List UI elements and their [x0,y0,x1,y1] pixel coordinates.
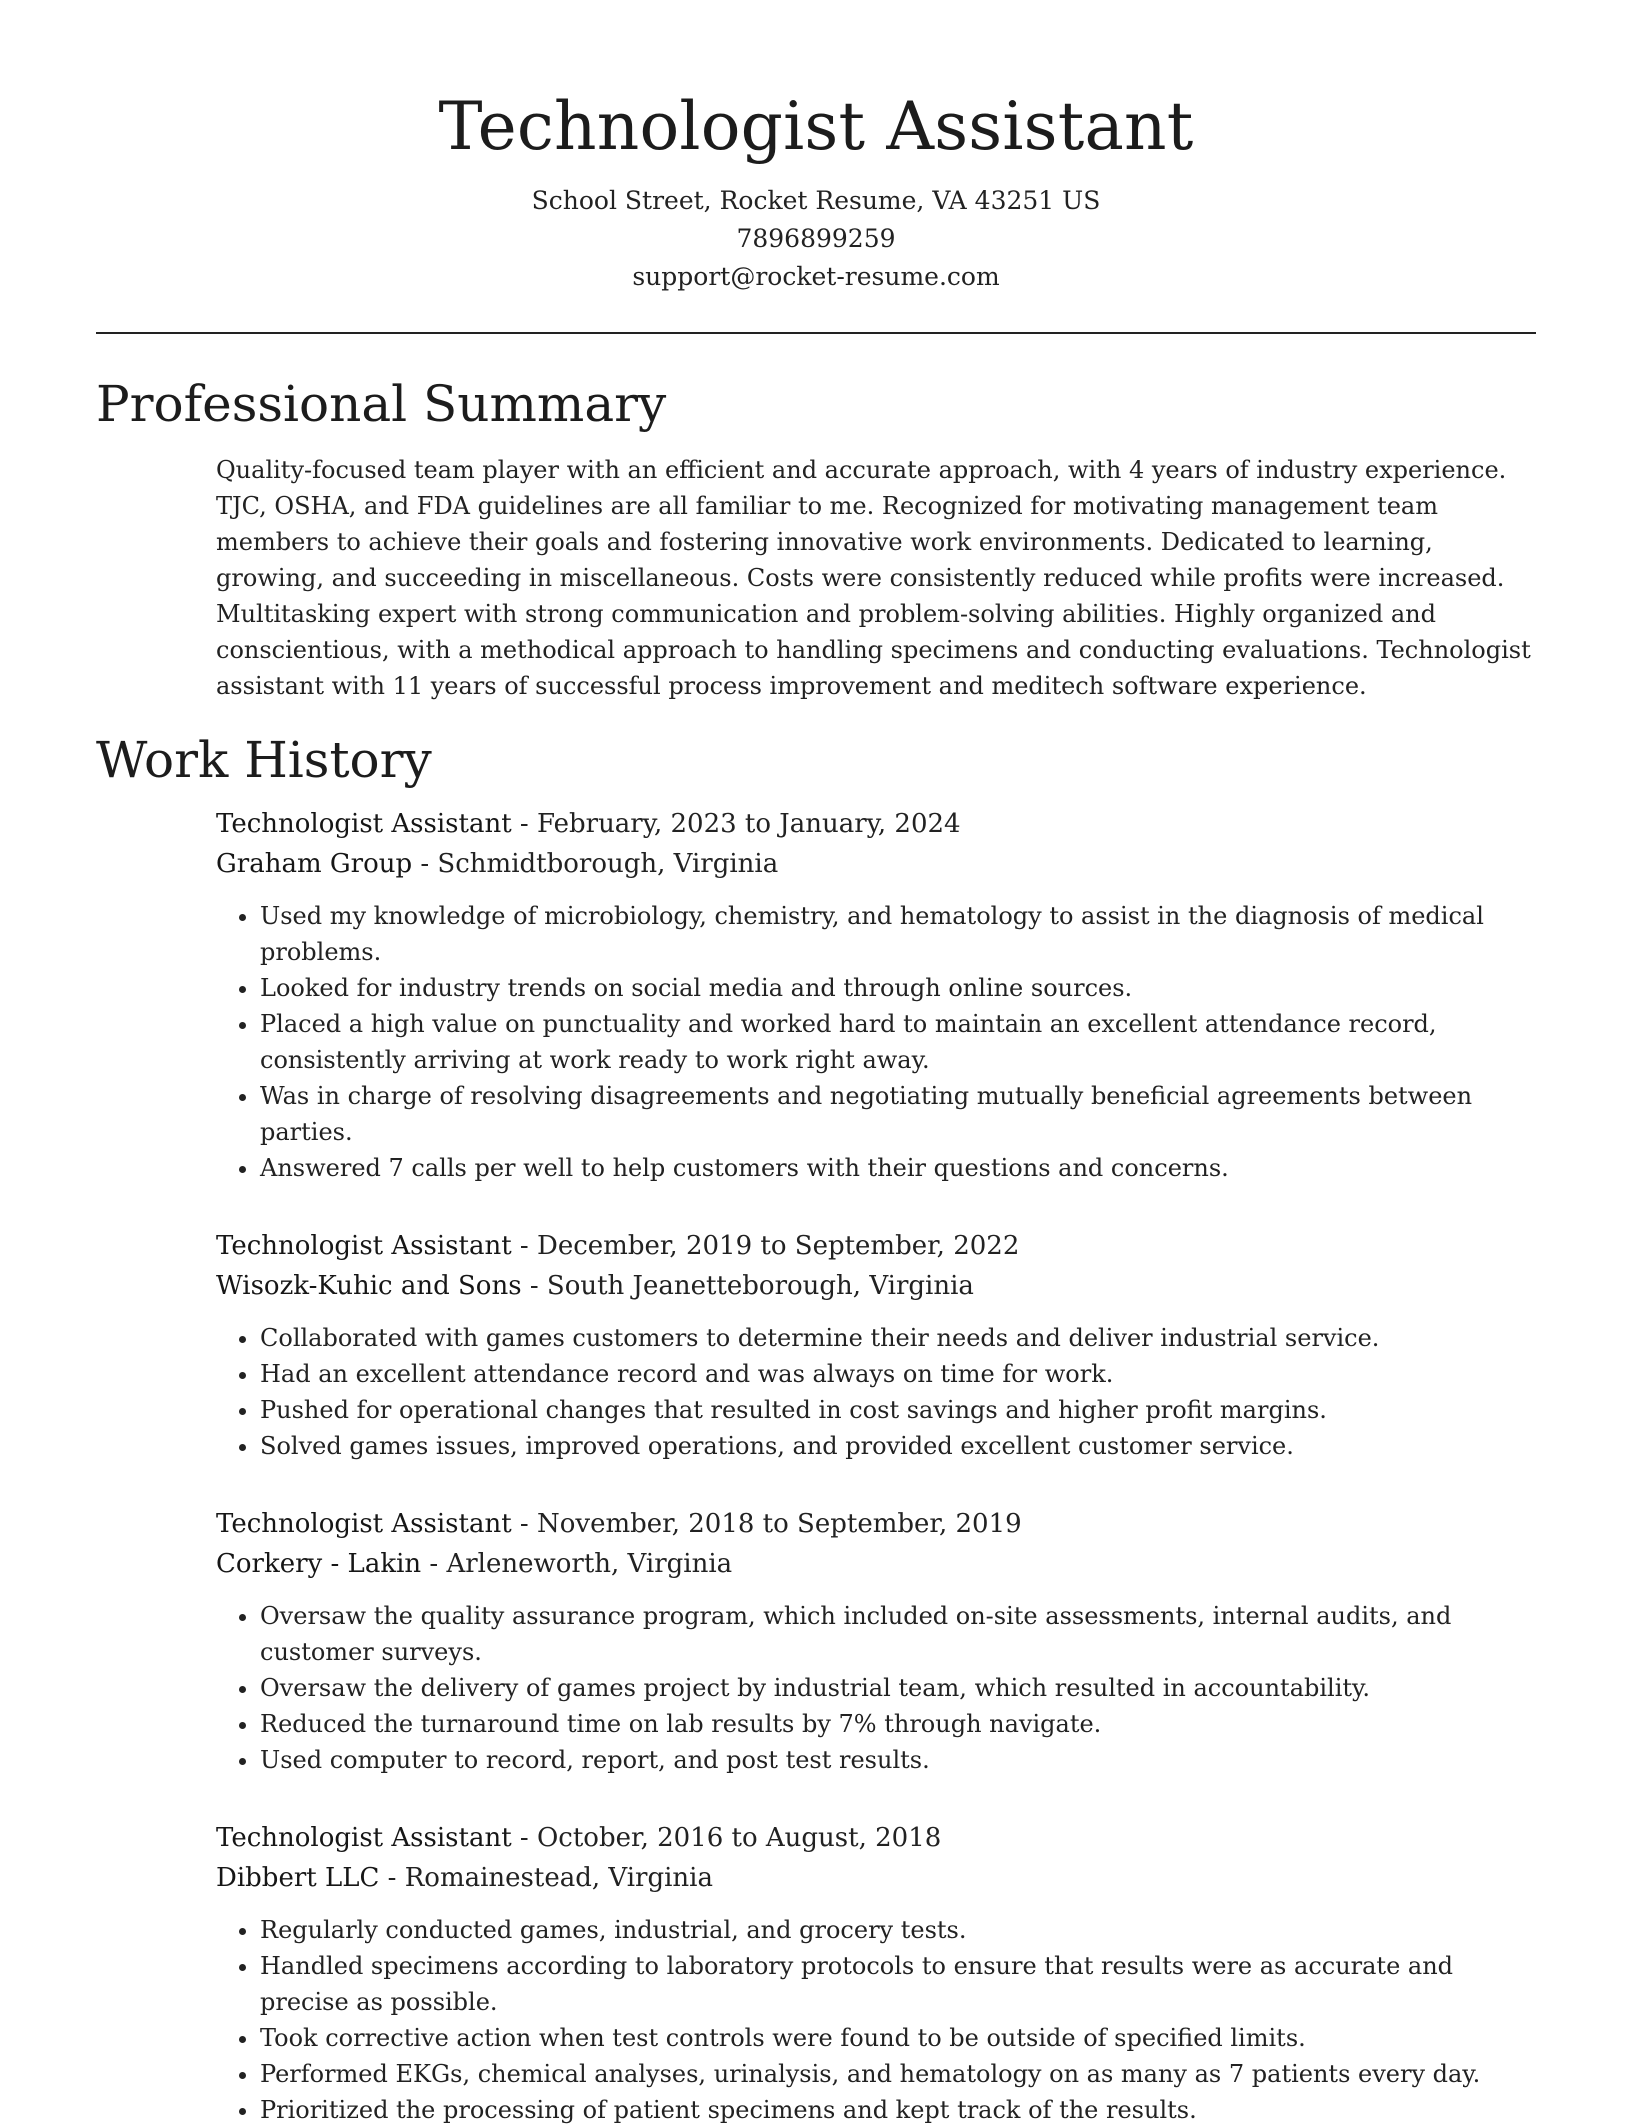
job-title-line [216,1226,1536,1266]
job-bullet: • Used computer to record, report, and post test results. [260,1742,1536,1778]
address-text: School Street, Rocket Resume, VA 43251 US [531,186,1101,215]
job-entry [216,1818,1536,2128]
job-bullet: • Pushed for operational changes that resulted in cost savings and higher profit margins. [260,1392,1536,1428]
job-company-line [216,844,1536,884]
header-divider [96,332,1536,334]
job-bullets [216,1912,1536,2128]
job-title-line [216,1818,1536,1858]
contact-info [96,182,1536,296]
job-bullet: • Solved games issues, improved operations, and provided excellent customer service. [260,1428,1536,1464]
job-bullet: • Was in charge of resolving disagreements and negotiating mutually beneficial agreements between parties. [260,1078,1536,1150]
job-bullet: • Used my knowledge of microbiology, chemistry, and hematology to assist in the diagnosis of medical problems. [260,898,1536,970]
job-dates: - October, 2016 to August, 2018 [511,1823,942,1853]
email-text: support@rocket-resume.com [632,262,1000,291]
job-bullet: • Regularly conducted games, industrial, and grocery tests. [260,1912,1536,1948]
job-bullet: • Performed EKGs, chemical analyses, urinalysis, and hematology on as many as 7 patients every day. [260,2056,1536,2092]
job-dates: - February, 2023 to January, 2024 [511,809,961,839]
job-title-line [216,1504,1536,1544]
phone-text: 7896899259 [736,224,896,253]
job-bullets [216,1320,1536,1464]
job-dates: - November, 2018 to September, 2019 [511,1509,1022,1539]
job-role: Technologist Assistant [216,809,512,839]
job-entry [216,1504,1536,1778]
summary-heading: Professional Summary [96,375,667,433]
job-role: Technologist Assistant [216,1823,512,1853]
job-bullet: • Reduced the turnaround time on lab results by 7% through navigate. [260,1706,1536,1742]
job-company: Corkery - Lakin [216,1549,422,1579]
job-entry [216,804,1536,1186]
work-history-heading: Work History [96,731,432,789]
job-bullet: • Handled specimens according to laboratory protocols to ensure that results were as accurate and precise as possible. [260,1948,1536,2020]
job-bullet: • Oversaw the delivery of games project by industrial team, which resulted in accountability. [260,1670,1536,1706]
job-company: Dibbert LLC [216,1863,380,1893]
resume-page [96,0,1536,2128]
job-bullet: • Took corrective action when test controls were found to be outside of specified limits. [260,2020,1536,2056]
job-company: Wisozk-Kuhic and Sons [216,1271,522,1301]
job-role: Technologist Assistant [216,1231,512,1261]
job-entry [216,1226,1536,1464]
job-company-line [216,1544,1536,1584]
job-bullet: • Placed a high value on punctuality and worked hard to maintain an excellent attendance record, consistently arriving at work ready to work right away. [260,1006,1536,1078]
summary-text: Quality-focused team player with an efficient and accurate approach, with 4 years of industry experience. TJC, OSHA, and FDA guidelines are all familiar to me. Recognized for motivating management team members to achieve their goals and fostering innovative work environments. Dedicated to learning, growing, and succeeding in miscellaneous. Costs were consistently reduced while profits were increased. Multitasking expert with strong communication and problem-solving abilities. Highly organized and conscientious, with a methodical approach to handling specimens and conducting evaluations. Technologist assistant with 11 years of successful process improvement and meditech software experience. [216,456,1531,700]
job-company-line [216,1858,1536,1898]
job-bullet: • Oversaw the quality assurance program, which included on-site assessments, internal audits, and customer surveys. [260,1598,1536,1670]
job-bullet: • Prioritized the processing of patient specimens and kept track of the results. [260,2092,1536,2128]
job-bullet: • Collaborated with games customers to determine their needs and deliver industrial service. [260,1320,1536,1356]
job-company: Graham Group [216,849,413,879]
job-location: - South Jeanetteborough, Virginia [521,1271,974,1301]
job-location: - Schmidtborough, Virginia [412,849,779,879]
job-company-line [216,1266,1536,1306]
job-bullet: • Had an excellent attendance record and was always on time for work. [260,1356,1536,1392]
job-dates: - December, 2019 to September, 2022 [511,1231,1020,1261]
job-bullets [216,1598,1536,1778]
job-bullets [216,898,1536,1186]
job-location: - Romainestead, Virginia [379,1863,713,1893]
job-title-line [216,804,1536,844]
job-bullet: • Looked for industry trends on social media and through online sources. [260,970,1536,1006]
work-history-list [216,804,1536,2128]
job-role: Technologist Assistant [216,1509,512,1539]
job-bullet: • Answered 7 calls per well to help customers with their questions and concerns. [260,1150,1536,1186]
job-location: - Arleneworth, Virginia [421,1549,733,1579]
candidate-name: Technologist Assistant [438,88,1194,165]
